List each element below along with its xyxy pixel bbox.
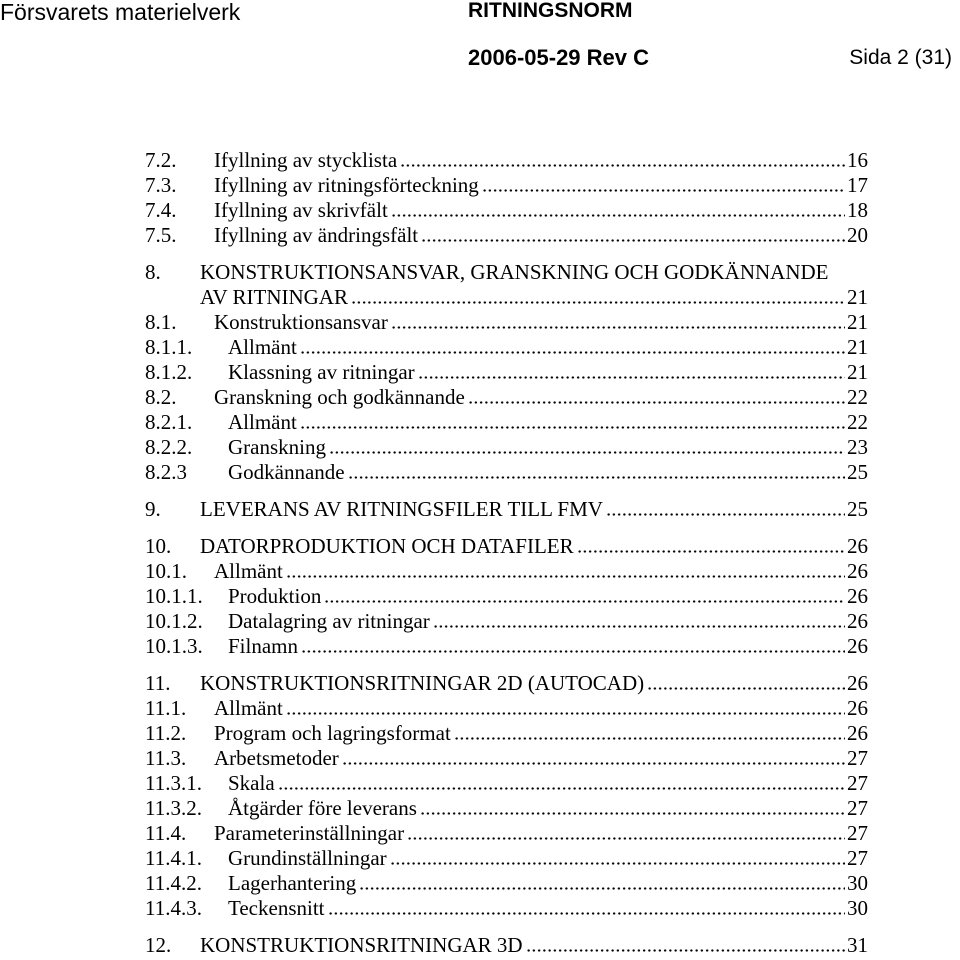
toc-title: Klassning av ritningar <box>228 360 415 384</box>
dot-leader <box>347 462 845 482</box>
dot-leader <box>481 175 845 195</box>
organization-name: Försvarets materielverk <box>0 0 241 25</box>
toc-title: Åtgärder före leverans <box>228 796 417 820</box>
toc-entry <box>145 673 868 693</box>
toc-entry <box>145 848 868 868</box>
toc-page-number: 27 <box>847 846 868 870</box>
toc-title: Arbetsmetoder <box>214 746 339 770</box>
toc-number: 8.1.2. <box>145 360 193 384</box>
dot-leader <box>389 848 845 868</box>
toc-number: 10.1.2. <box>145 609 203 633</box>
toc-page-number: 23 <box>847 435 868 459</box>
dot-leader <box>358 873 845 893</box>
dot-leader <box>432 611 845 631</box>
toc-title: Filnamn <box>228 634 299 658</box>
toc-entry <box>145 773 868 793</box>
toc-title: Lagerhantering <box>228 871 357 895</box>
toc-number: 10.1.3. <box>145 634 203 658</box>
dot-leader <box>327 898 846 918</box>
toc-entry <box>145 935 868 955</box>
toc-page-number: 26 <box>847 721 868 745</box>
toc-number: 11.1. <box>145 696 187 720</box>
toc-page-number: 26 <box>847 609 868 633</box>
toc-number: 7.5. <box>145 223 177 247</box>
toc-title: Grundinställningar <box>228 846 387 870</box>
toc-page-number: 21 <box>847 310 868 334</box>
toc-entry <box>145 748 868 768</box>
toc-number: 8.2.3 <box>145 460 187 484</box>
dot-leader <box>285 698 845 718</box>
toc-title: DATORPRODUKTION OCH DATAFILER <box>200 534 574 558</box>
toc-page-number: 22 <box>847 410 868 434</box>
dot-leader <box>525 935 845 955</box>
toc-number: 11. <box>145 671 171 695</box>
toc-title: Datalagring av ritningar <box>228 609 430 633</box>
toc-page-number: 26 <box>847 559 868 583</box>
toc-title: Allmänt <box>214 559 283 583</box>
dot-leader <box>467 387 845 407</box>
toc-number: 11.4.1. <box>145 846 202 870</box>
toc-number: 11.2. <box>145 721 187 745</box>
dot-leader <box>323 586 845 606</box>
toc-number: 9. <box>145 497 161 521</box>
toc-number: 11.4. <box>145 821 187 845</box>
toc-number: 8.2.1. <box>145 410 193 434</box>
toc-entry <box>145 312 868 332</box>
dot-leader <box>453 723 845 743</box>
toc-page-number: 26 <box>847 534 868 558</box>
dot-leader <box>299 412 845 432</box>
toc-title: Ifyllning av stycklista <box>214 148 398 172</box>
toc-page-number: 21 <box>847 360 868 384</box>
dot-leader <box>646 673 845 693</box>
dot-leader <box>399 150 845 170</box>
toc-title: Granskning och godkännande <box>214 385 465 409</box>
toc-page-number: 21 <box>847 335 868 359</box>
toc-number: 8.1.1. <box>145 335 193 359</box>
toc-title: LEVERANS AV RITNINGSFILER TILL FMV <box>200 497 603 521</box>
dot-leader <box>419 798 845 818</box>
toc-entry <box>145 611 868 631</box>
toc-page-number: 30 <box>847 896 868 920</box>
toc-number: 11.4.2. <box>145 871 202 895</box>
toc-number: 7.4. <box>145 198 177 222</box>
toc-number: 10.1.1. <box>145 584 203 608</box>
toc-page-number: 25 <box>847 460 868 484</box>
toc-title: Allmänt <box>228 410 297 434</box>
toc-title: Produktion <box>228 584 322 608</box>
toc-number: 7.2. <box>145 148 177 172</box>
toc-title: Program och lagringsformat <box>214 721 451 745</box>
toc-page-number: 18 <box>847 198 868 222</box>
document-title: RITNINGSNORM <box>468 0 633 22</box>
toc-entry <box>145 175 868 195</box>
dot-leader <box>285 561 845 581</box>
dot-leader <box>390 312 845 332</box>
toc-title: Teckensnitt <box>228 896 325 920</box>
toc-title: Allmänt <box>214 696 283 720</box>
toc-entry <box>145 586 868 606</box>
dot-leader <box>277 773 845 793</box>
toc-number: 8. <box>145 260 161 284</box>
toc-page-number: 22 <box>847 385 868 409</box>
toc-entry <box>145 873 868 893</box>
toc-title: Ifyllning av skrivfält <box>214 198 388 222</box>
dot-leader <box>417 362 845 382</box>
toc-title: Godkännande <box>228 460 345 484</box>
toc-title: KONSTRUKTIONSRITNINGAR 2D (AUTOCAD) <box>200 671 645 695</box>
toc-page-number: 26 <box>847 584 868 608</box>
toc-page-number: 27 <box>847 746 868 770</box>
toc-entry <box>145 200 868 220</box>
toc-page-number: 21 <box>847 285 868 309</box>
toc-entry <box>145 898 868 918</box>
toc-number: 11.3. <box>145 746 187 770</box>
toc-entry <box>145 723 868 743</box>
toc-entry <box>145 437 868 457</box>
toc-page-number: 27 <box>847 821 868 845</box>
table-of-contents <box>145 150 868 955</box>
toc-entry-continuation <box>145 287 868 307</box>
toc-entry <box>145 636 868 656</box>
toc-title: Ifyllning av ritningsförteckning <box>214 173 479 197</box>
toc-entry <box>145 150 868 170</box>
toc-entry <box>145 387 868 407</box>
toc-entry <box>145 362 868 382</box>
toc-entry <box>145 823 868 843</box>
toc-entry <box>145 337 868 357</box>
toc-number: 10. <box>145 534 172 558</box>
toc-page-number: 25 <box>847 497 868 521</box>
toc-entry <box>145 499 868 519</box>
page-indicator: Sida 2 (31) <box>849 46 952 69</box>
toc-number: 8.2.2. <box>145 435 193 459</box>
toc-page-number: 30 <box>847 871 868 895</box>
dot-leader <box>605 499 845 519</box>
dot-leader <box>406 823 845 843</box>
toc-page-number: 31 <box>847 933 868 957</box>
dot-leader <box>328 437 845 457</box>
toc-number: 12. <box>145 933 172 957</box>
toc-title-continuation: AV RITNINGAR <box>200 285 348 309</box>
toc-entry <box>145 225 868 245</box>
toc-page-number: 26 <box>847 634 868 658</box>
toc-number: 11.4.3. <box>145 896 202 920</box>
toc-page-number: 26 <box>847 696 868 720</box>
toc-title: Allmänt <box>228 335 297 359</box>
dot-leader <box>420 225 845 245</box>
dot-leader <box>300 636 845 656</box>
toc-title: Parameterinställningar <box>214 821 405 845</box>
toc-page-number: 26 <box>847 671 868 695</box>
toc-number: 11.3.2. <box>145 796 202 820</box>
toc-page-number: 16 <box>847 148 868 172</box>
toc-number: 11.3.1. <box>145 771 202 795</box>
toc-entry <box>145 412 868 432</box>
document-date-revision: 2006-05-29 Rev C <box>468 45 650 70</box>
toc-title: Granskning <box>228 435 326 459</box>
toc-page-number: 17 <box>847 173 868 197</box>
toc-entry <box>145 798 868 818</box>
toc-title: KONSTRUKTIONSANSVAR, GRANSKNING OCH GODKÄNNANDE <box>200 260 829 284</box>
dot-leader <box>576 536 845 556</box>
toc-entry <box>145 536 868 556</box>
toc-number: 10.1. <box>145 559 187 583</box>
toc-page-number: 20 <box>847 223 868 247</box>
toc-entry <box>145 561 868 581</box>
toc-entry <box>145 262 868 282</box>
dot-leader <box>350 287 845 307</box>
dot-leader <box>390 200 845 220</box>
dot-leader <box>299 337 845 357</box>
toc-title: Ifyllning av ändringsfält <box>214 223 419 247</box>
toc-page-number: 27 <box>847 796 868 820</box>
toc-number: 8.2. <box>145 385 177 409</box>
toc-entry <box>145 698 868 718</box>
dot-leader <box>341 748 845 768</box>
toc-number: 8.1. <box>145 310 177 334</box>
toc-title: KONSTRUKTIONSRITNINGAR 3D <box>200 933 523 957</box>
toc-title: Konstruktionsansvar <box>214 310 388 334</box>
toc-entry <box>145 462 868 482</box>
toc-title: Skala <box>228 771 275 795</box>
toc-number: 7.3. <box>145 173 177 197</box>
toc-page-number: 27 <box>847 771 868 795</box>
